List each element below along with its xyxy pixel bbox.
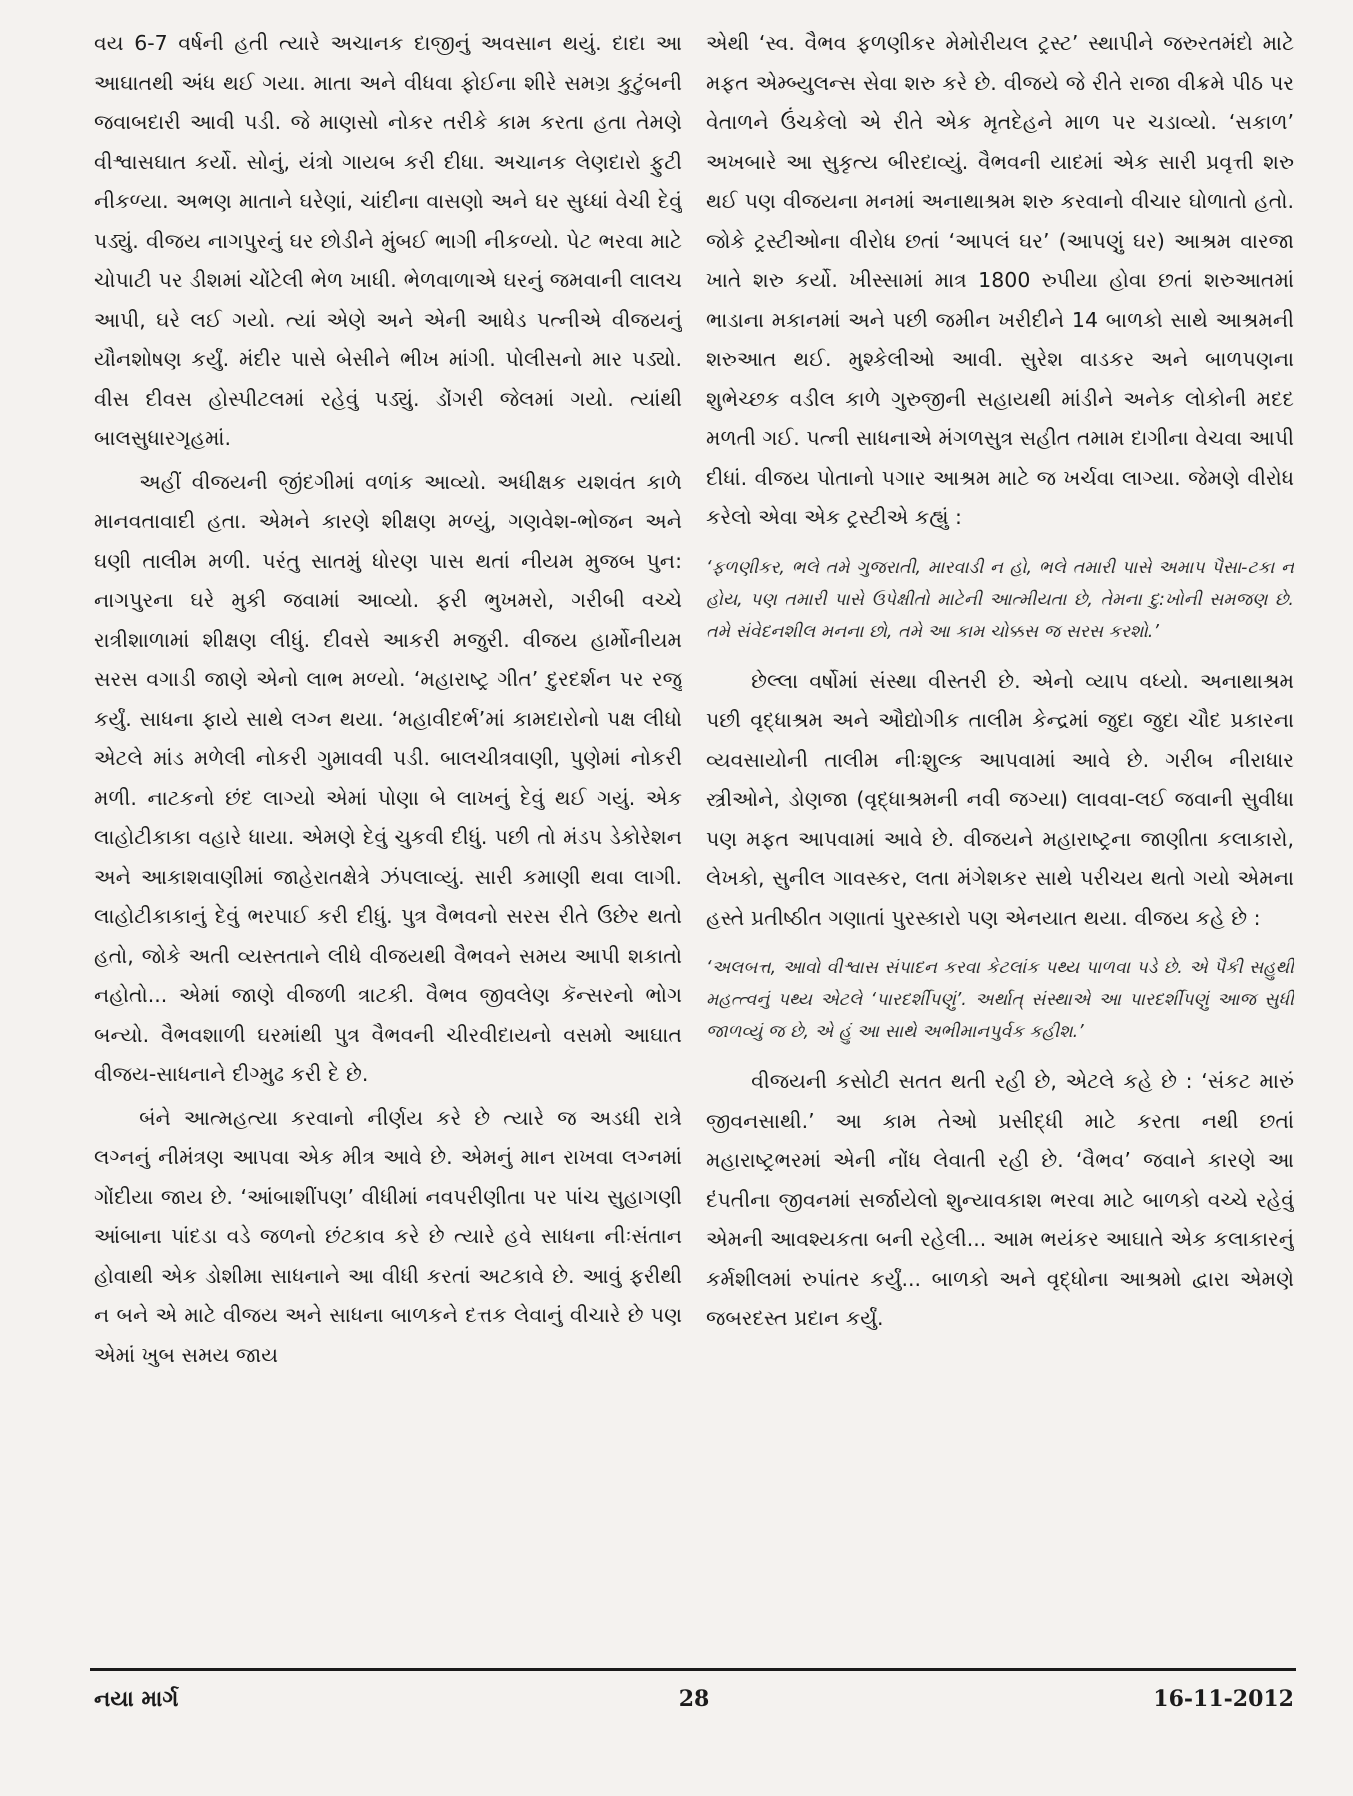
- paragraph: વય 6-7 વર્ષની હતી ત્યારે અચાનક દાજીનું અવસાન થયું. દાદા આ આઘાતથી અંધ થઈ ગયા. માતા અને વીધવા ફોઈના શીરે સમગ્ર કુટુંબની જવાબદારી આવી પડી. જે માણસો નોકર તરીકે કામ કરતા હતા તેમણે વીશ્વાસઘાત કર્યો. સોનું, યંત્રો ગાયબ કરી દીધા. અચાનક લેણદારો ફુટી નીકળ્યા. અભણ માતાને ઘરેણાં, ચાંદીના વાસણો અને ઘર સુધ્ધાં વેચી દેવું પડ્યું. વીજય નાગપુરનું ઘર છોડીને મુંબઈ ભાગી નીકળ્યો. પેટ ભરવા માટે ચોપાટી પર ડીશમાં ચોંટેલી ભેળ ખાધી. ભેળવાળાએ ઘરનું જમવાની લાલચ આપી, ઘરે લઈ ગયો. ત્યાં એણે અને એની આધેડ પત્નીએ વીજયનું યૌનશોષણ કર્યું. મંદીર પાસે બેસીને ભીખ માંગી. પોલીસનો માર પડ્યો. વીસ દીવસ હોસ્પીટલમાં રહેવું પડ્યું. ડોંગરી જેલમાં ગયો. ત્યાંથી બાલસુધારગૃહમાં.: [94, 31, 682, 450]
- quote-block: ‘અલબત્ત, આવો વીશ્વાસ સંપાદન કરવા કેટલાંક પથ્ય પાળવા પડે છે. એ પૈકી સહુથી મહત્ત્વનું પથ્ય એટલે ‘પારદર્શીપણું’. અર્થાત્ સંસ્થાએ આ પારદર્શીપણું આજ સુધી જાળવ્યું જ છે, એ હું આ સાથે અભીમાનપુર્વક કહીશ.’: [706, 958, 1294, 1042]
- paragraph: છેલ્લા વર્ષોમાં સંસ્થા વીસ્તરી છે. એનો વ્યાપ વધ્યો. અનાથાશ્રમ પછી વૃદ્ધાશ્રમ અને ઔદ્યોગીક તાલીમ કેન્દ્રમાં જુદા જુદા ચૌદ પ્રકારના વ્યવસાયોની તાલીમ નીઃશુલ્ક આપવામાં આવે છે. ગરીબ નીરાધાર સ્ત્રીઓને, ડોણજા (વૃદ્ધાશ્રમની નવી જગ્યા) લાવવા-લઈ જવાની સુવીધા પણ મફત આપવામાં આવે છે. વીજયને મહારાષ્ટ્રના જાણીતા કલાકારો, લેખકો, સુનીલ ગાવસ્કર, લતા મંગેશકર સાથે પરીચય થતો ગયો એમના હસ્તે પ્રતીષ્ઠીત ગણાતાં પુરસ્કારો પણ એનયાત થયા. વીજય કહે છે :: [706, 668, 1294, 930]
- publication-name: નયા માર્ગ: [94, 1686, 179, 1712]
- right-column: [706, 24, 1294, 1674]
- page-number: 28: [678, 1686, 710, 1712]
- issue-date: 16-11-2012: [1153, 1686, 1294, 1712]
- article-columns: [94, 24, 1294, 1674]
- page-footer: [94, 1686, 1294, 1726]
- paragraph: એથી ‘સ્વ. વૈભવ ફળણીકર મેમોરીયલ ટ્રસ્ટ’ સ્થાપીને જરુરતમંદો માટે મફત એમ્બ્યુલન્સ સેવા શરુ કરે છે. વીજયે જે રીતે રાજા વીક્રમે પીઠ પર વેતાળને ઉંચકેલો એ રીતે એક મૃતદેહને માળ પર ચડાવ્યો. ‘સકાળ’ અખબારે આ સુકૃત્ય બીરદાવ્યું. વૈભવની યાદમાં એક સારી પ્રવૃત્તી શરુ થઈ પણ વીજયના મનમાં અનાથાશ્રમ શરુ કરવાનો વીચાર ઘોળાતો હતો. જોકે ટ્રસ્ટીઓના વીરોધ છતાં ‘આપલં ઘર’ (આપણું ઘર) આશ્રમ વારજા ખાતે શરુ કર્યો. ખીસ્સામાં માત્ર 1800 રુપીયા હોવા છતાં શરુઆતમાં ભાડાના મકાનમાં અને પછી જમીન ખરીદીને 14 બાળકો સાથે આશ્રમની શરુઆત થઈ. મુશ્કેલીઓ આવી. સુરેશ વાડકર અને બાળપણના શુભેચ્છક વડીલ કાળે ગુરુજીની સહાયથી માંડીને અનેક લોકોની મદદ મળતી ગઈ. પત્ની સાધનાએ મંગળસુત્ર સહીત તમામ દાગીના વેચવા આપી દીધાં. વીજય પોતાનો પગાર આશ્રમ માટે જ ખર્ચવા લાગ્યા. જેમણે વીરોધ કરેલો એવા એક ટ્રસ્ટીએ કહ્યું :: [706, 31, 1294, 529]
- footer-divider: [90, 1668, 1296, 1671]
- paragraph: બંને આત્મહત્યા કરવાનો નીર્ણય કરે છે ત્યારે જ અડધી રાત્રે લગ્નનું નીમંત્રણ આપવા એક મીત્ર આવે છે. એમનું માન રાખવા લગ્નમાં ગોંદીયા જાય છે. ‘આંબાશીંપણ’ વીધીમાં નવપરીણીતા પર પાંચ સુહાગણી આંબાના પાંદડા વડે જળનો છંટકાવ કરે છે ત્યારે હવે સાધના નીઃસંતાન હોવાથી એક ડોશીમા સાધનાને આ વીધી કરતાં અટકાવે છે. આવું ફરીથી ન બને એ માટે વીજય અને સાધના બાળકને દત્તક લેવાનું વીચારે છે પણ એમાં ખુબ સમય જાય: [94, 1105, 682, 1367]
- paragraph: અહીં વીજયની જીંદગીમાં વળાંક આવ્યો. અધીક્ષક યશવંત કાળે માનવતાવાદી હતા. એમને કારણે શીક્ષણ મળ્યું, ગણવેશ-ભોજન અને ઘણી તાલીમ મળી. પરંતુ સાતમું ધોરણ પાસ થતાં નીયમ મુજબ પુન: નાગપુરના ઘરે મુકી જવામાં આવ્યો. ફરી ભુખમરો, ગરીબી વચ્ચે રાત્રીશાળામાં શીક્ષણ લીધું. દીવસે આકરી મજુરી. વીજય હાર્મોનીયમ સરસ વગાડી જાણે એનો લાભ મળ્યો. ‘મહારાષ્ટ્ર ગીત’ દુરદર્શન પર રજુ કર્યું. સાધના ફાયે સાથે લગ્ન થયા. ‘મહાવીદર્ભ’માં કામદારોનો પક્ષ લીધો એટલે માંડ મળેલી નોકરી ગુમાવવી પડી. બાલચીત્રવાણી, પુણેમાં નોકરી મળી. નાટકનો છંદ લાગ્યો એમાં પોણા બે લાખનું દેવું થઈ ગયું. એક લાહોટીકાકા વહારે ધાયા. એમણે દેવું ચુકવી દીધું. પછી તો મંડપ ડેકોરેશન અને આકાશવાણીમાં જાહેરાતક્ષેત્રે ઝંપલાવ્યું. સારી કમાણી થવા લાગી. લાહોટીકાકાનું દેવું ભરપાઈ કરી દીધું. પુત્ર વૈભવનો સરસ રીતે ઉછેર થતો હતો, જોકે અતી વ્યસ્તતાને લીધે વીજયથી વૈભવને સમય આપી શકાતો નહોતો... એમાં જાણે વીજળી ત્રાટકી. વૈભવ જીવલેણ કૅન્સરનો ભોગ બન્યો. વૈભવશાળી ઘરમાંથી પુત્ર વૈભવની ચીરવીદાયનો વસમો આઘાત વીજય-સાધનાને દીગ્મુઢ કરી દે છે.: [94, 469, 682, 1086]
- left-column: [94, 24, 682, 1674]
- quote-block: ‘ફળણીકર, ભલે તમે ગુજરાતી, મારવાડી ન હો, ભલે તમારી પાસે અમાપ પૈસા-ટકા ન હોય, પણ તમારી પાસે ઉપેક્ષીતો માટેની આત્મીયતા છે, તેમના દુ:ખોની સમજણ છે. તમે સંવેદનશીલ મનના છો, તમે આ કામ ચોક્કસ જ સરસ કરશો.’: [706, 557, 1294, 642]
- paragraph: વીજયની કસોટી સતત થતી રહી છે, એટલે કહે છે : ‘સંકટ મારું જીવનસાથી.’ આ કામ તેઓ પ્રસીદ્ધી માટે કરતા નથી છતાં મહારાષ્ટ્રભરમાં એની નોંધ લેવાતી રહી છે. ‘વૈભવ’ જવાને કારણે આ દંપતીના જીવનમાં સર્જાયેલો શુન્યાવકાશ ભરવા માટે બાળકો વચ્ચે રહેવું એમની આવશ્યકતા બની રહેલી... આમ ભયંકર આઘાતે એક કલાકારનું કર્મશીલમાં રુપાંતર કર્યું... બાળકો અને વૃદ્ધોના આશ્રમો દ્વારા એમણે જબરદસ્ત પ્રદાન કર્યું.: [706, 1069, 1294, 1330]
